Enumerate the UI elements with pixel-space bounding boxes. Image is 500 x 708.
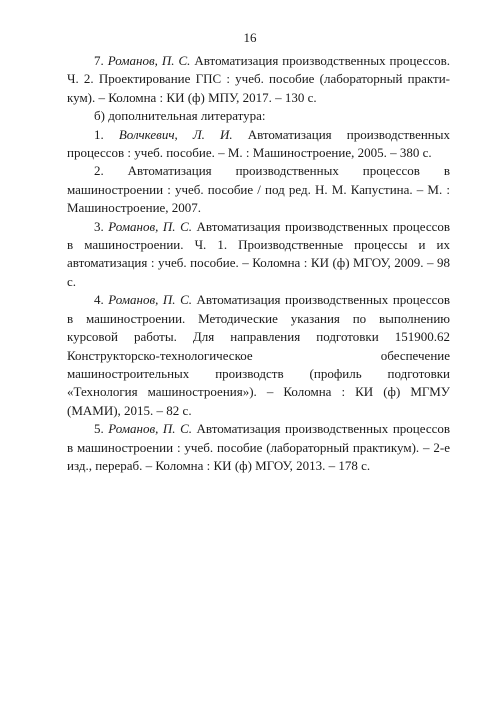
reference-text: Автоматизация производственных процессов в машиностроении. Ч. 1. Производственные процессы и их автоматизация : учеб. пособие. – Коломна : КИ (ф) МГОУ, 2009. – 98 с. [67,218,451,289]
reference-text: Автоматизация производственных процессов в машиностроении : учеб. пособие (лабораторный практикум). – 2-е изд., перераб. – Коломна : КИ (ф) МГОУ, 2013. – 178 с. [67,421,451,473]
reference-number: 5. [94,421,104,437]
reference-entry [67,126,450,163]
reference-number: 4. [94,292,104,308]
reference-text: Автоматизация производственных процессов : учеб. пособие. – М. : Машиностроение, 2005. – 380 с. [67,126,451,161]
reference-entry [67,420,450,475]
reference-entry [67,162,450,217]
reference-entry [67,52,450,107]
reference-text: Автоматизация производственных процессов в машиностроении. Методические указания по выполнению курсовой работы. Для направления подготовки 151900.62 Конструкторско-технологическое обеспечение машиностроительных производств (профиль подготовки «Технология машиностроения»). – Коломна : КИ (ф) МГМУ (МАМИ), 2015. – 82 с. [67,292,451,418]
reference-author: Волчкевич, Л. И. [118,126,233,142]
section-heading: б) дополнительная литература: [94,108,266,124]
reference-number: 1. [94,126,104,142]
reference-text: Автоматизация производственных процессов. Ч. 2. Проектирование ГПС : учеб. пособие (лабораторный практикум). – Коломна : КИ (ф) МПУ, 2017. – 130 с. [67,53,450,105]
reference-number: 3. [94,218,104,234]
page-number: 16 [243,30,257,45]
reference-number: 2. [94,163,104,179]
reference-number: 7. [94,53,104,68]
reference-entry [67,291,450,420]
reference-text: Автоматизация производственных процессов в машиностроении : учеб. пособие / под ред. Н. М. Капустина. – М. : Машиностроение, 2007. [67,163,450,216]
reference-author: Романов, П. С. [108,292,192,308]
reference-author: Романов, П. С. [107,53,191,68]
bibliography [67,52,450,475]
reference-author: Романов, П. С. [108,218,192,234]
reference-author: Романов, П. С. [108,421,192,437]
reference-entry [67,218,450,292]
